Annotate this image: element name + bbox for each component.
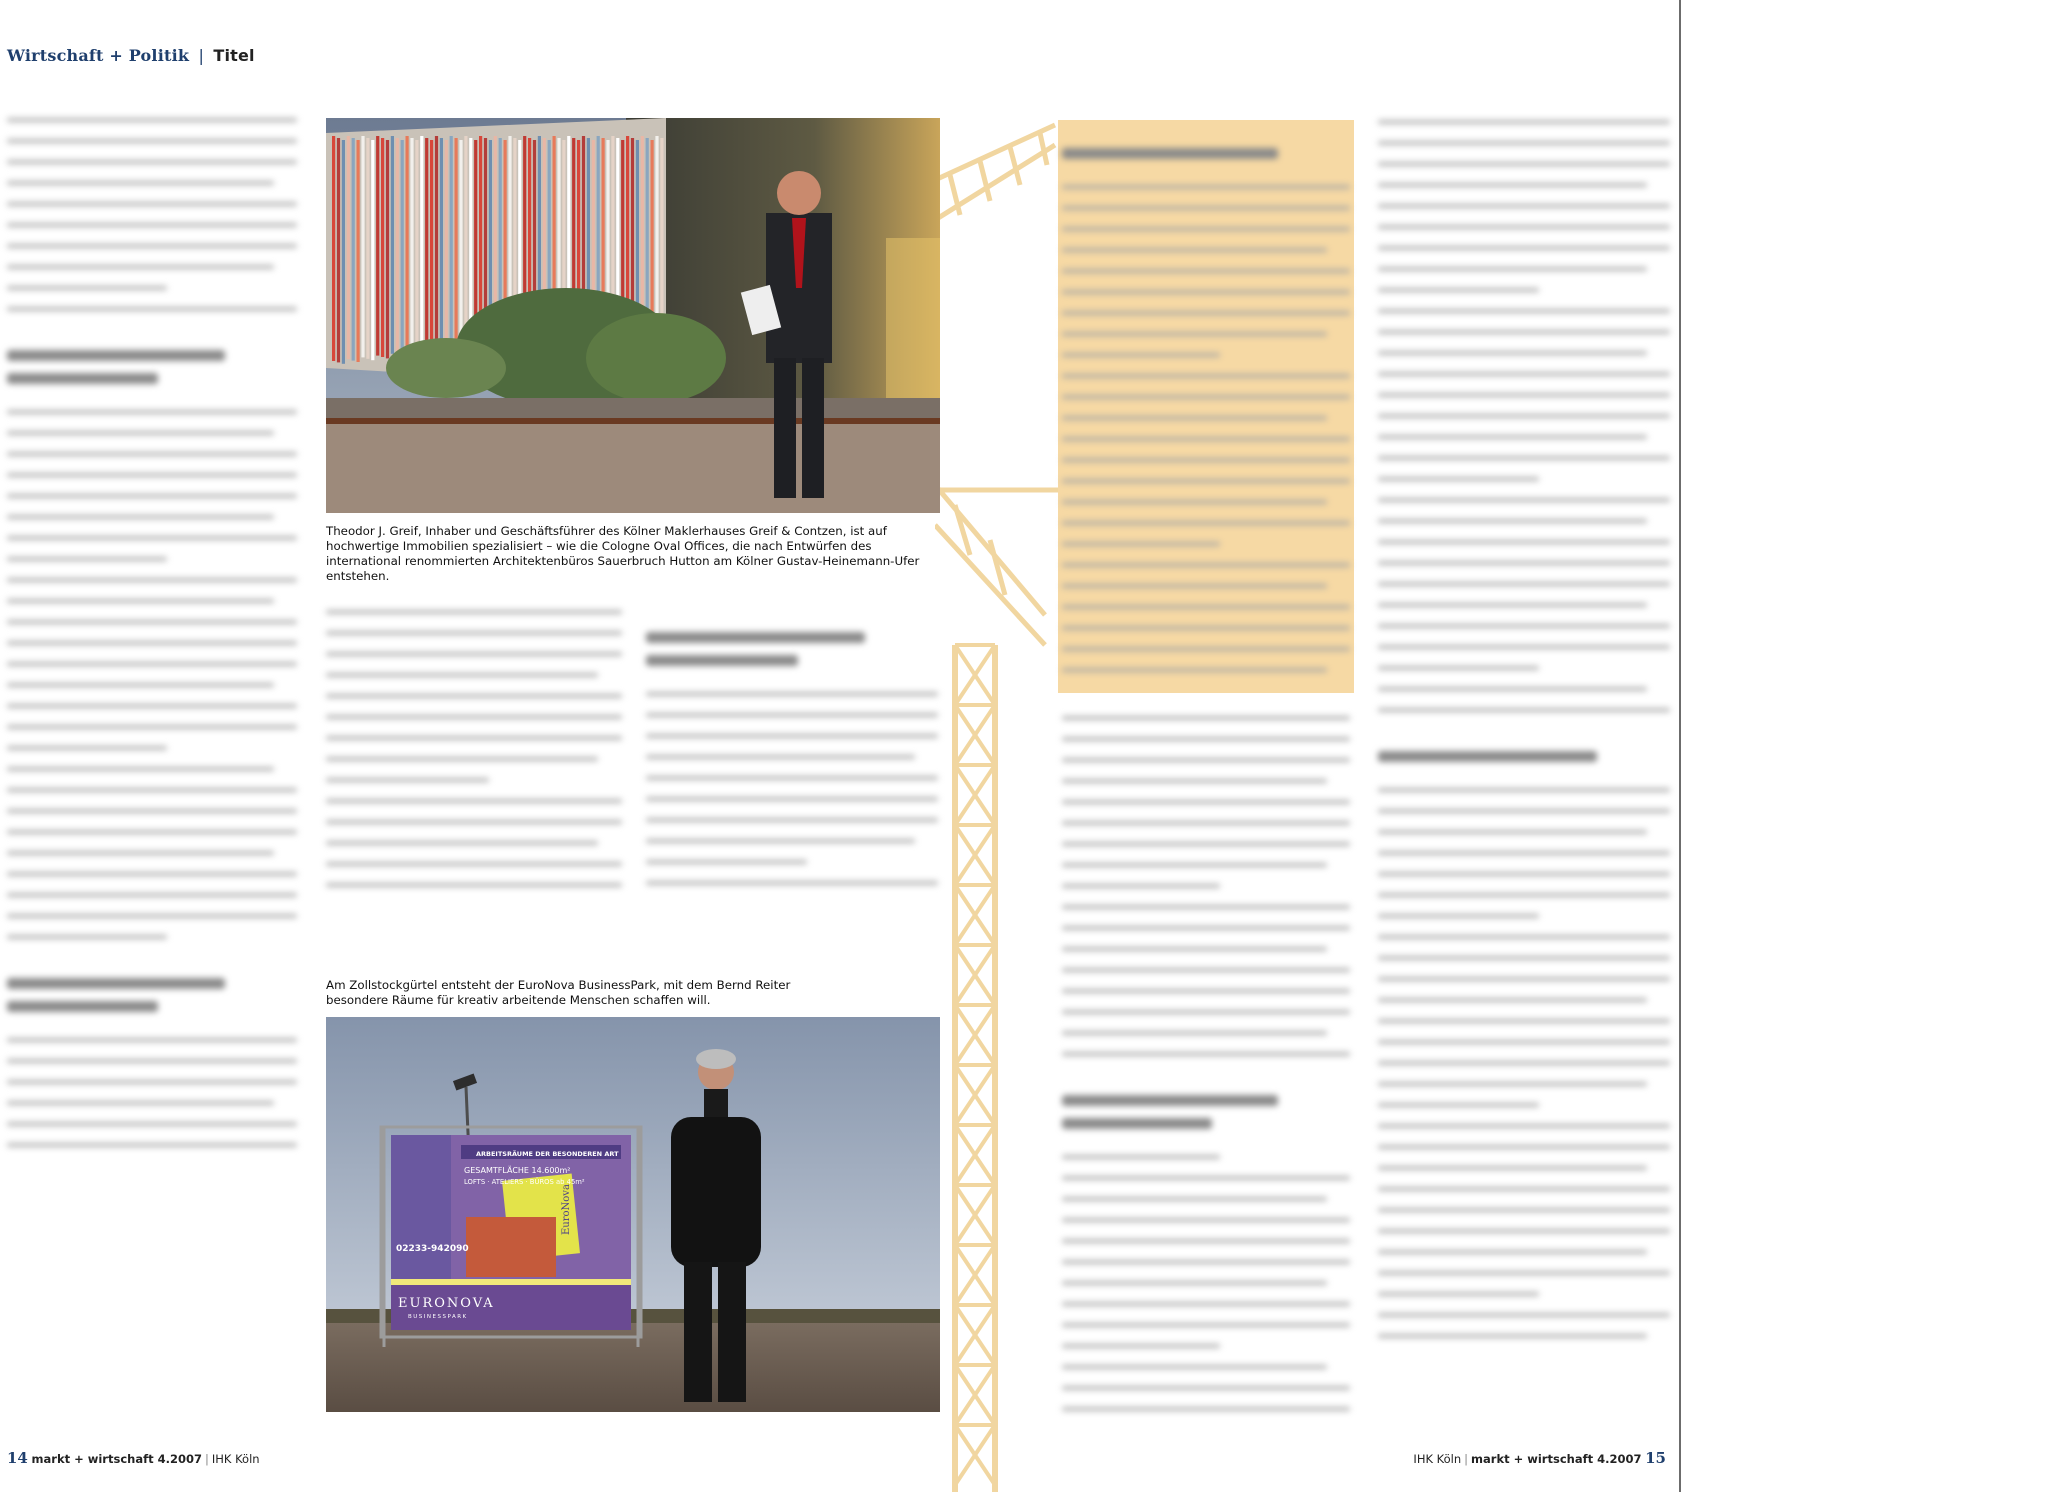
text-column-4 [1062, 126, 1350, 689]
subsection-title: Titel [213, 46, 255, 65]
billboard-brand: EURONOVA [398, 1296, 495, 1311]
billboard-brand-sub: BUSINESSPARK [408, 1314, 468, 1320]
publisher-left: IHK Köln [211, 1452, 260, 1466]
billboard-vertical-logo: EuroNova [561, 1184, 572, 1235]
billboard-headline: ARBEITSRÄUME DER BESONDEREN ART [476, 1150, 619, 1158]
text-column-5 [1062, 716, 1350, 1428]
billboard-types: LOFTS · ATELIERS · BÜROS ab 45m² [464, 1178, 585, 1186]
page-edge-rule [1679, 0, 1681, 1492]
billboard-area: GESAMTFLÄCHE 14.600m² [464, 1166, 571, 1175]
footer-right: IHK Köln | markt + wirtschaft 4.2007 15 [1413, 1449, 1666, 1467]
photo-euronova-businesspark [326, 1017, 940, 1412]
page-number-right: 15 [1645, 1449, 1666, 1467]
text-column-1 [7, 118, 297, 1164]
magazine-name-left: markt + wirtschaft 4.2007 [31, 1452, 202, 1466]
text-column-2 [326, 610, 622, 904]
footer-left: 14 markt + wirtschaft 4.2007 | IHK Köln [7, 1449, 260, 1467]
section-header [7, 46, 255, 65]
caption-photo-1: Theodor J. Greif, Inhaber und Geschäftsführer des Kölner Maklerhauses Greif & Contzen, ist auf hochwertige Immobilien spezialisiert – wie die Cologne Oval Offices, die nach Entwürfen des international renommierten Architektenbüros Sauerbruch Hutton am Kölner Gustav-Heinemann-Ufer entstehen. [326, 524, 920, 583]
section-title: Wirtschaft + Politik [7, 46, 190, 65]
billboard-scene [326, 1017, 940, 1412]
magazine-name-right: markt + wirtschaft 4.2007 [1471, 1452, 1642, 1466]
text-column-6 [1378, 120, 1670, 1355]
caption-photo-2: Am Zollstockgürtel entsteht der EuroNova BusinessPark, mit dem Bernd Reiter besondere Räume für kreativ arbeitende Menschen schaffen will. [326, 978, 791, 1007]
publisher-right: IHK Köln [1413, 1452, 1462, 1466]
page-number-left: 14 [7, 1449, 28, 1467]
section-separator: | [198, 46, 205, 65]
photo-greif-cologne-oval [326, 118, 940, 513]
billboard-phone: 02233-942090 [396, 1244, 469, 1254]
text-column-3 [646, 610, 938, 902]
